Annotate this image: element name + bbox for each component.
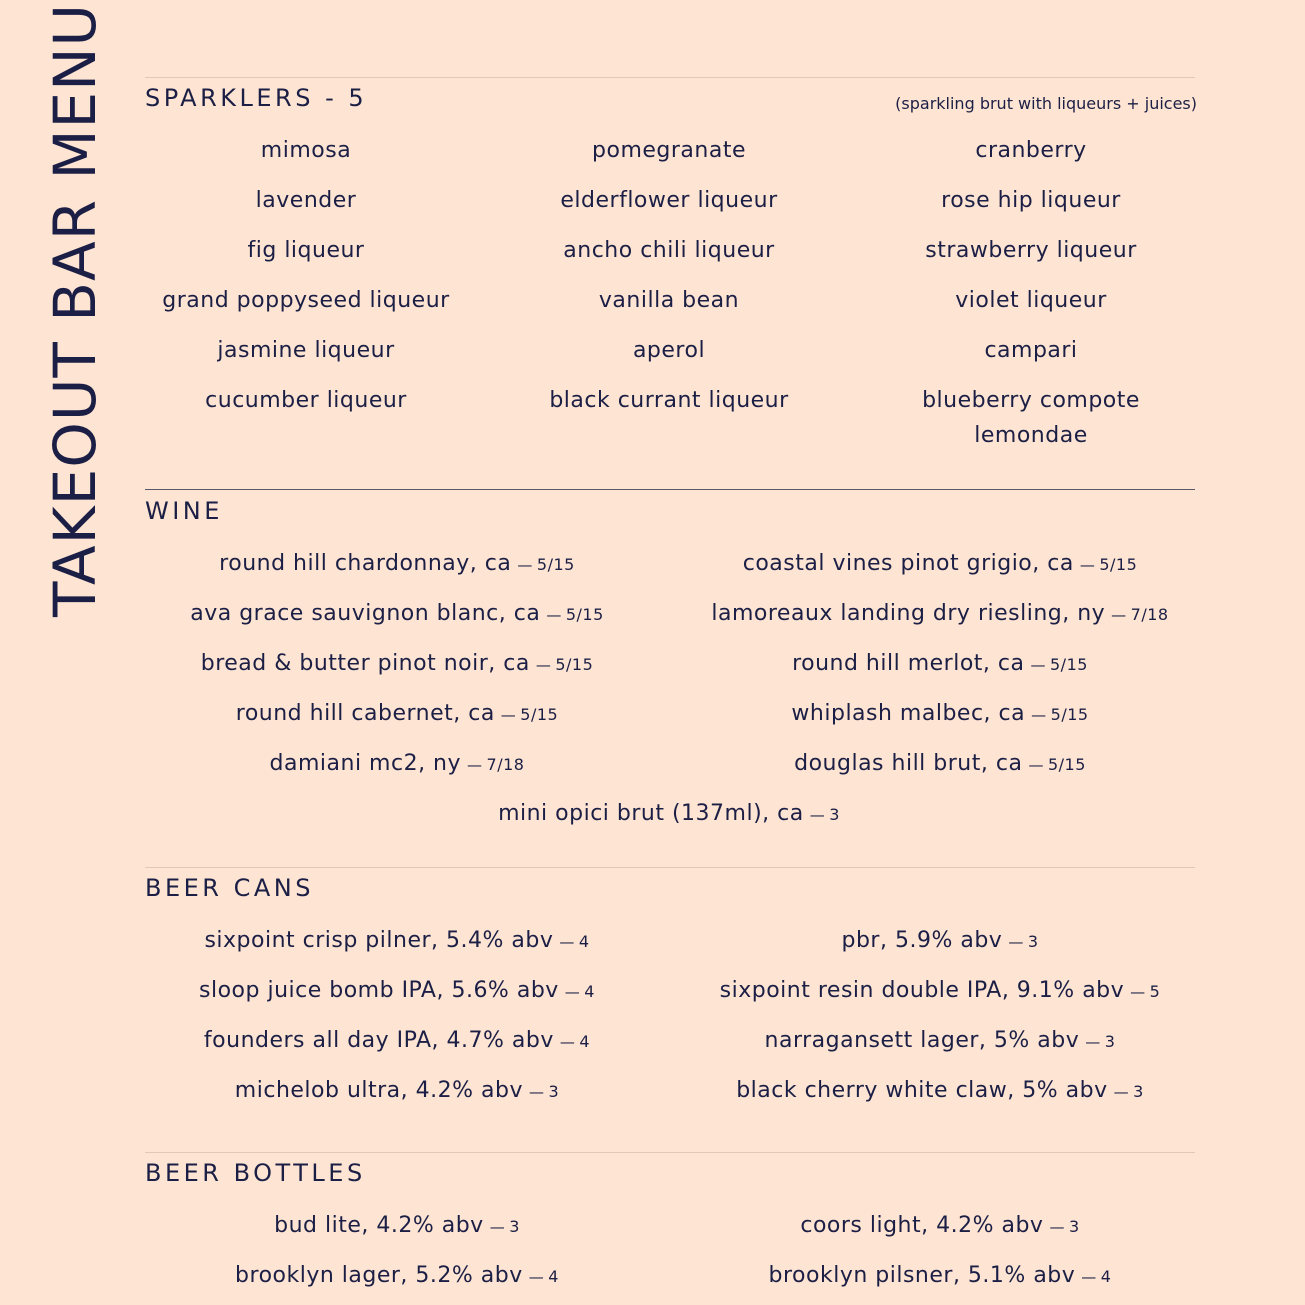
sparkler-item: rose hip liqueur [941, 188, 1121, 213]
sparkler-item: campari [984, 338, 1078, 363]
dash-separator: — [528, 1268, 545, 1286]
wine-item [270, 747, 525, 782]
wine-item [190, 597, 604, 632]
beer-can-item [235, 1074, 559, 1109]
wine-item [711, 597, 1168, 632]
dash-separator: — [1085, 1033, 1101, 1051]
beer-bottles-heading: BEER BOTTLES [145, 1159, 366, 1187]
beer-can-item [842, 924, 1039, 959]
dash-separator: — [1031, 706, 1047, 724]
section-divider [145, 867, 1195, 868]
wine-item-price: 5/15 [1099, 555, 1138, 574]
beer-can-item [204, 1024, 590, 1059]
beer-bottle-item [235, 1259, 559, 1294]
sparkler-item: fig liqueur [247, 238, 365, 263]
dash-separator: — [1030, 656, 1046, 674]
sparkler-item: elderflower liqueur [560, 188, 778, 213]
dash-separator: — [1111, 606, 1127, 624]
beer-can-item [199, 974, 595, 1009]
beer-item-price: 4 [578, 932, 590, 951]
section-divider [145, 489, 1195, 490]
section-divider [145, 1152, 1195, 1153]
beer-item-name: coors light, 4.2% abv [800, 1213, 1044, 1238]
wine-item-name: round hill chardonnay, ca [219, 551, 512, 576]
dash-separator: — [1079, 556, 1096, 574]
wine-item-price: 5/15 [1049, 655, 1088, 674]
dash-separator: — [546, 606, 562, 624]
dash-separator: — [559, 933, 575, 951]
wine-item [791, 697, 1088, 732]
sparkler-item: pomegranate [592, 138, 746, 163]
beer-bottle-item [800, 1209, 1079, 1244]
dash-separator: — [1008, 933, 1024, 951]
wine-item-name: damiani mc2, ny [269, 751, 462, 776]
wine-item [794, 747, 1086, 782]
dash-separator: — [1130, 983, 1146, 1001]
wine-item-price: 5/15 [555, 655, 594, 674]
beer-item-price: 4 [584, 982, 595, 1001]
beer-item-price: 3 [1027, 932, 1039, 951]
beer-item-price: 3 [1133, 1082, 1144, 1101]
wine-item [792, 647, 1088, 682]
beer-item-name: bud lite, 4.2% abv [274, 1213, 484, 1238]
beer-item-name: michelob ultra, 4.2% abv [234, 1078, 524, 1103]
beer-can-item [204, 924, 589, 959]
wine-item [498, 797, 840, 832]
dash-separator: — [559, 1033, 576, 1051]
dash-separator: — [467, 756, 483, 774]
beer-item-price: 4 [548, 1267, 559, 1286]
sparkler-item: violet liqueur [955, 288, 1107, 313]
dash-separator: — [1049, 1218, 1065, 1236]
wine-heading: WINE [145, 497, 223, 525]
wine-item-name: ava grace sauvignon blanc, ca [190, 601, 541, 626]
wine-item [201, 647, 594, 682]
beer-item-price: 3 [548, 1082, 560, 1101]
wine-item-name: round hill cabernet, ca [235, 701, 495, 726]
dash-separator: — [500, 706, 517, 724]
sparkler-item: mimosa [260, 138, 352, 163]
dash-separator: — [529, 1083, 545, 1101]
sparkler-item: blueberry compote [922, 388, 1140, 413]
sparkler-item: cranberry [975, 138, 1087, 163]
beer-item-name: sixpoint resin double IPA, 9.1% abv [719, 978, 1125, 1003]
wine-item-name: lamoreaux landing dry riesling, ny [711, 601, 1106, 626]
beer-item-name: sloop juice bomb IPA, 5.6% abv [199, 978, 559, 1003]
dash-separator: — [1081, 1268, 1097, 1286]
beer-can-item [736, 1074, 1144, 1109]
beer-item-name: narragansett lager, 5% abv [764, 1028, 1080, 1053]
wine-item-price: 7/18 [1130, 605, 1169, 624]
wine-item-price: 5/15 [565, 605, 604, 624]
dash-separator: — [564, 983, 581, 1001]
sparkler-item: ancho chili liqueur [563, 238, 775, 263]
sparkler-item: lemondae [974, 423, 1088, 448]
dash-separator: — [489, 1218, 506, 1236]
wine-item-price: 5/15 [536, 555, 575, 574]
dash-separator: — [1113, 1083, 1130, 1101]
beer-item-price: 4 [1100, 1267, 1112, 1286]
beer-item-price: 3 [1068, 1217, 1080, 1236]
beer-item-name: brooklyn lager, 5.2% abv [235, 1263, 523, 1288]
beer-item-price: 3 [1104, 1032, 1116, 1051]
beer-can-item [720, 974, 1161, 1009]
wine-item-name: bread & butter pinot noir, ca [200, 651, 530, 676]
section-divider [145, 77, 1195, 78]
beer-item-name: pbr, 5.9% abv [841, 928, 1003, 953]
sparklers-heading: SPARKLERS - 5 [145, 84, 368, 112]
beer-bottle-item [769, 1259, 1112, 1294]
wine-item-name: coastal vines pinot grigio, ca [742, 551, 1074, 576]
wine-item-price: 3 [829, 805, 840, 824]
wine-item-name: douglas hill brut, ca [794, 751, 1023, 776]
wine-item-price: 7/18 [486, 755, 525, 774]
beer-item-price: 3 [509, 1217, 520, 1236]
sparkler-item: vanilla bean [598, 288, 740, 313]
wine-item [743, 547, 1138, 582]
dash-separator: — [809, 806, 826, 824]
sparkler-item: grand poppyseed liqueur [162, 288, 450, 313]
wine-item [236, 697, 558, 732]
dash-separator: — [1028, 756, 1044, 774]
beer-item-name: black cherry white claw, 5% abv [736, 1078, 1108, 1103]
wine-item-price: 5/15 [1047, 755, 1086, 774]
sparkler-item: aperol [632, 338, 706, 363]
wine-item [219, 547, 575, 582]
sparkler-item: lavender [255, 188, 357, 213]
beer-item-name: founders all day IPA, 4.7% abv [203, 1028, 554, 1053]
sparkler-item: black currant liqueur [549, 388, 789, 413]
wine-item-name: whiplash malbec, ca [791, 701, 1026, 726]
wine-item-name: mini opici brut (137ml), ca [498, 801, 804, 826]
dash-separator: — [517, 556, 533, 574]
beer-can-item [765, 1024, 1116, 1059]
beer-cans-heading: BEER CANS [145, 874, 314, 902]
beer-bottle-item [274, 1209, 520, 1244]
page-title [20, 3, 130, 617]
sparkler-item: jasmine liqueur [217, 338, 395, 363]
beer-item-name: sixpoint crisp pilner, 5.4% abv [204, 928, 554, 953]
wine-item-price: 5/15 [1050, 705, 1089, 724]
wine-item-price: 5/15 [520, 705, 559, 724]
sparklers-note: (sparkling brut with liqueurs + juices) [895, 94, 1197, 113]
beer-item-price: 5 [1149, 982, 1161, 1001]
dash-separator: — [535, 656, 552, 674]
beer-item-price: 4 [579, 1032, 591, 1051]
page-title-text: TAKEOUT BAR MENU [41, 3, 110, 617]
sparkler-item: strawberry liqueur [925, 238, 1137, 263]
wine-item-name: round hill merlot, ca [792, 651, 1025, 676]
beer-item-name: brooklyn pilsner, 5.1% abv [768, 1263, 1076, 1288]
sparkler-item: cucumber liqueur [205, 388, 407, 413]
